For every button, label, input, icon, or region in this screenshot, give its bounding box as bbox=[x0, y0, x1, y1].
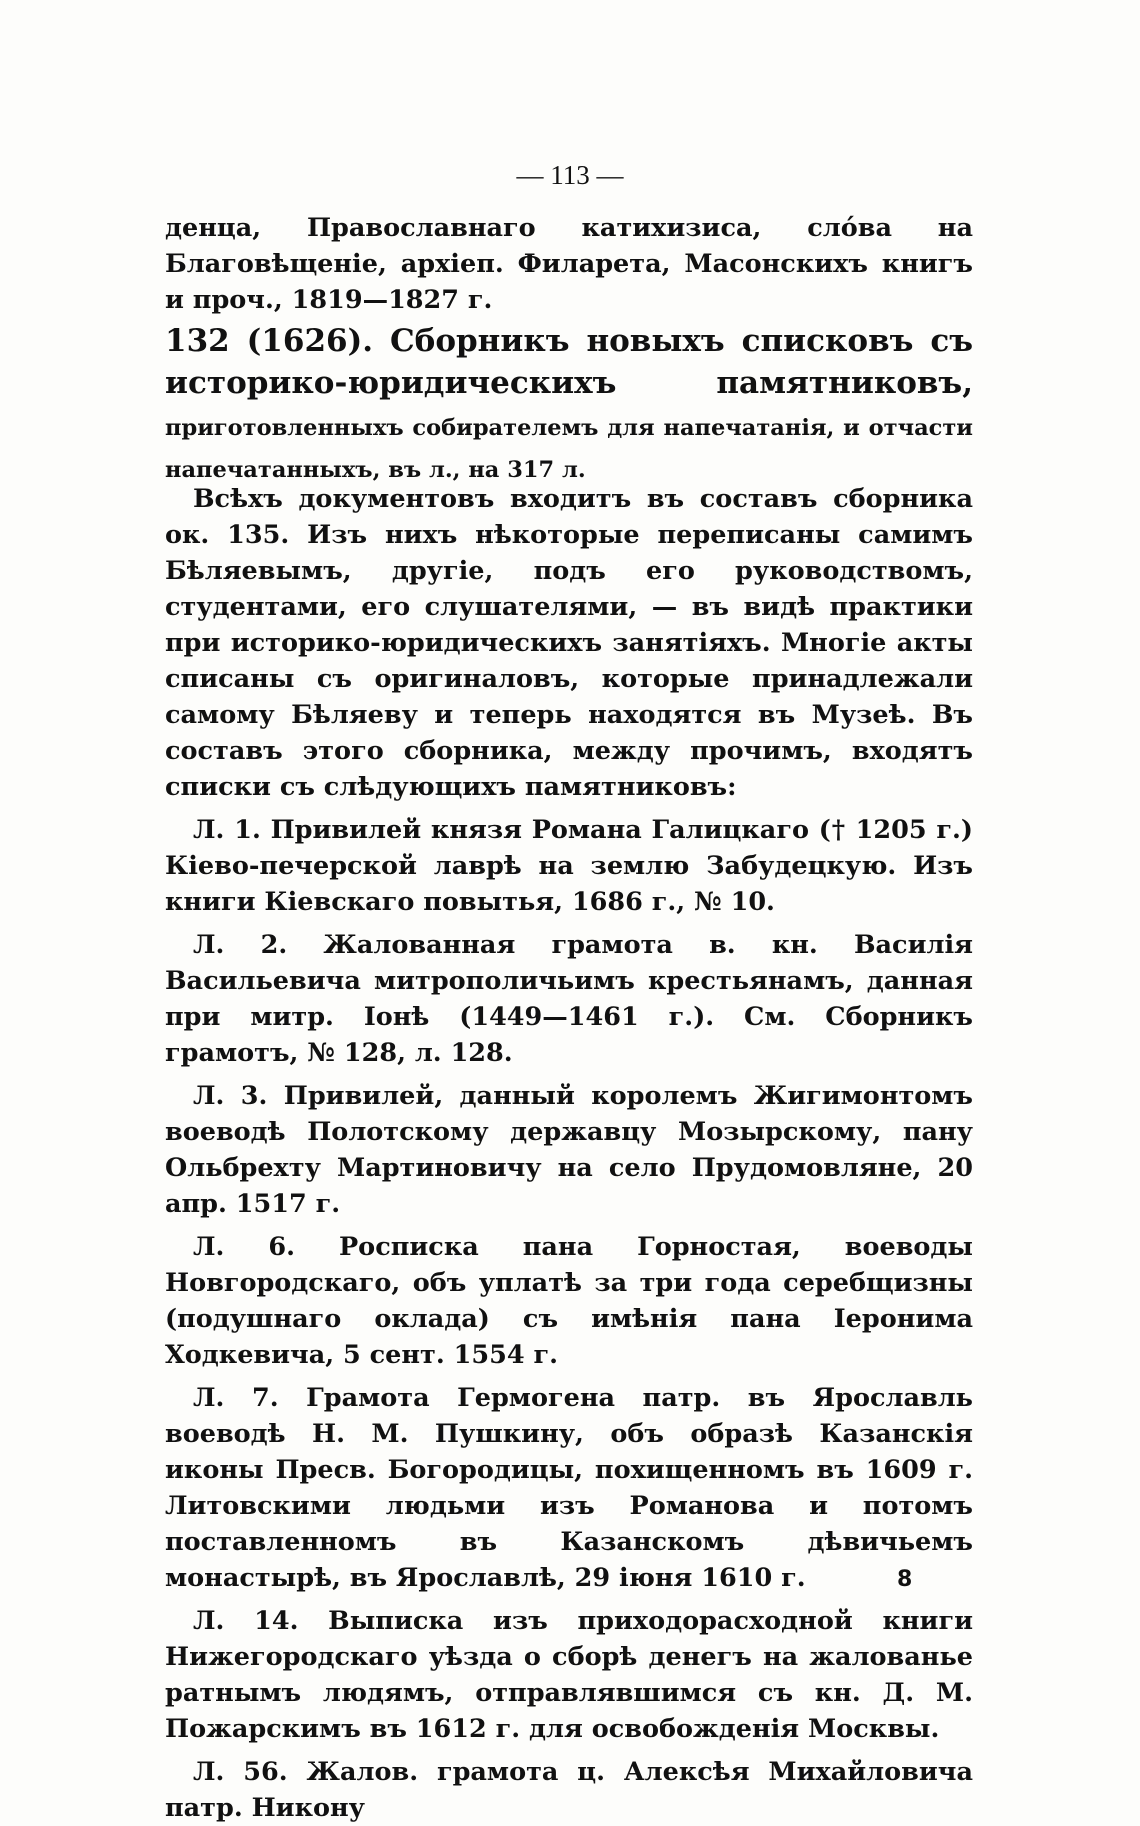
entry-heading bbox=[165, 320, 973, 488]
list-item: Л. 2. Жалованная грамота в. кн. Василія Васильевича митрополичьимъ крестьянамъ, данная при митр. Іонѣ (1449—1461 г.). См. Сборникъ грамотъ, № 128, л. 128. bbox=[165, 930, 973, 1068]
intro-paragraph: Всѣхъ документовъ входитъ въ составъ сборника ок. 135. Изъ нихъ нѣкоторые переписаны самимъ Бѣляевымъ, другіе, подъ его руководствомъ, студентами, его слушателями, — въ видѣ практики при историко-юридическихъ занятіяхъ. Многіе акты списаны съ оригиналовъ, которые принадлежали самому Бѣляеву и теперь находятся въ Музеѣ. Въ составъ этого сборника, между прочимъ, входятъ списки съ слѣдующихъ памятниковъ: bbox=[165, 484, 973, 802]
entry-body bbox=[165, 474, 973, 1826]
page-number: — 113 — bbox=[516, 160, 624, 190]
printer-signature-mark: 8 bbox=[897, 1567, 913, 1592]
entry-number: 132 bbox=[165, 323, 230, 359]
list-item: Л. 1. Привилей князя Романа Галицкаго († 1205 г.) Кіево-печерской лаврѣ на землю Забудецкую. Изъ книги Кіевскаго повытья, 1686 г., № 10. bbox=[165, 815, 973, 917]
continuation-text: денца, Православнаго катихизиса, сло́ва на Благовѣщеніе, архіеп. Филарета, Масонскихъ книгъ и проч., 1819—1827 г. bbox=[165, 213, 973, 315]
continuation-paragraph bbox=[165, 210, 973, 318]
list-item: Л. 7. Грамота Гермогена патр. въ Ярославль воеводѣ Н. М. Пушкину, объ образѣ Казанскія иконы Пресв. Богородицы, похищенномъ въ 1609 г. Литовскими людьми изъ Романова и потомъ поставленномъ въ Казанскомъ дѣвичьемъ монастырѣ, въ Ярославлѣ, 29 іюня 1610 г. bbox=[165, 1383, 973, 1593]
list-item: Л. 3. Привилей, данный королемъ Жигимонтомъ воеводѣ Полотскому державцу Мозырскому, пану Ольбрехту Мартиновичу на село Прудомовляне, 20 апр. 1517 г. bbox=[165, 1081, 973, 1219]
list-item: Л. 56. Жалов. грамота ц. Алексѣя Михайловича патр. Никону bbox=[165, 1757, 973, 1823]
catalog-entry-heading bbox=[165, 320, 973, 488]
entry-title: Сборникъ новыхъ списковъ съ историко-юридическихъ памятниковъ, bbox=[165, 323, 973, 401]
list-item: Л. 6. Росписка пана Горностая, воеводы Новгородскаго, объ уплатѣ за три года серебщизны (подушнаго оклада) съ имѣнія пана Іеронима Ходкевича, 5 сент. 1554 г. bbox=[165, 1232, 973, 1370]
entry-description: приготовленныхъ собирателемъ для напечатанія, и отчасти напечатанныхъ, въ л., на 317 л. bbox=[165, 415, 973, 483]
list-item: Л. 14. Выписка изъ приходорасходной книги Нижегородскаго уѣзда о сборѣ денегъ на жалованье ратнымъ людямъ, отправлявшимся съ кн. Д. М. Пожарскимъ въ 1612 г. для освобожденія Москвы. bbox=[165, 1606, 973, 1744]
entry-year: (1626). bbox=[229, 323, 390, 359]
